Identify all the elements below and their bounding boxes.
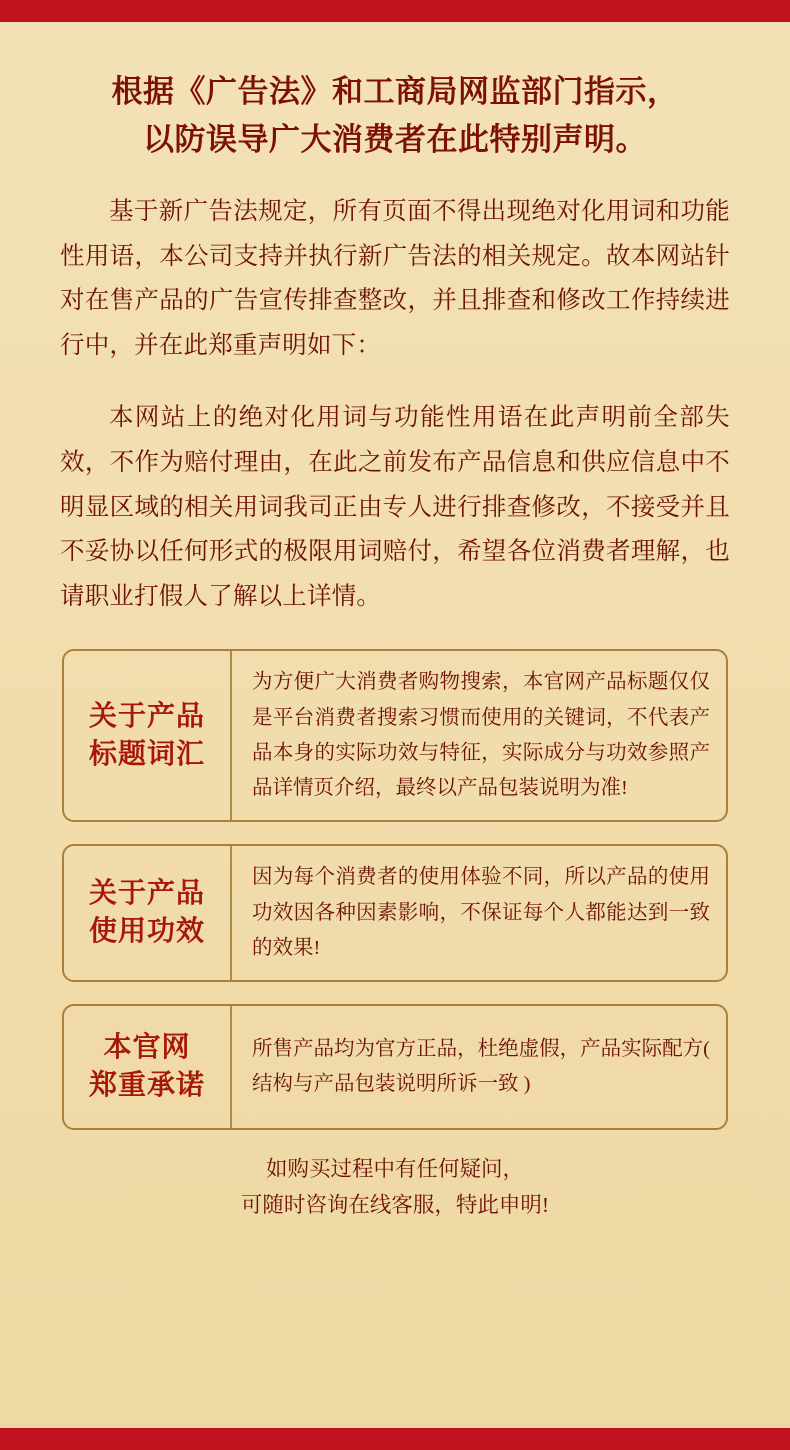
footer-note-line-1: 如购买过程中有任何疑问， bbox=[265, 1157, 524, 1182]
card-body-text: 所售产品均为官方正品，杜绝虚假，产品实际配方( 结构与产品包装说明所诉一致 ) bbox=[252, 1037, 710, 1096]
footer-note-line-2: 可随时咨询在线客服，特此申明! bbox=[240, 1192, 550, 1217]
card-title bbox=[64, 1006, 232, 1128]
card-product-title-wording bbox=[62, 649, 728, 822]
card-product-efficacy bbox=[62, 844, 728, 982]
statement-paragraph-1: 基于新广告法规定，所有页面不得出现绝对化用词和功能性用语，本公司支持并执行新广告法的相关规定。故本网站针对在售产品的广告宣传排查整改，并且排查和修改工作持续进行中，并在此郑重声明如下： bbox=[60, 198, 730, 359]
footer-note bbox=[56, 1152, 734, 1223]
card-official-promise bbox=[62, 1004, 728, 1130]
card-title-line-1: 关于产品 bbox=[88, 878, 205, 910]
card-title-line-1: 本官网 bbox=[103, 1032, 191, 1064]
statement-paragraph-2: 本网站上的绝对化用词与功能性用语在此声明前全部失效，不作为赔付理由，在此之前发布产品信息和供应信息中不明显区域的相关用词我司正由专人进行排查修改，不接受并且不妥协以任何形式的极限用词赔付，希望各位消费者理解，也请职业打假人了解以上详情。 bbox=[60, 404, 730, 610]
card-title-line-2: 郑重承诺 bbox=[88, 1070, 205, 1102]
page-title bbox=[64, 68, 726, 164]
paper-panel bbox=[0, 22, 790, 1428]
card-title-line-2: 标题词汇 bbox=[88, 738, 205, 770]
card-title-line-1: 关于产品 bbox=[88, 701, 205, 732]
bottom-red-band bbox=[0, 1428, 790, 1450]
page-title-line-2: 以防误导广大消费者在此特别声明。 bbox=[143, 122, 647, 158]
card-body-text: 因为每个消费者的使用体验不同，所以产品的使用功效因各种因素影响，不保证每个人都能达到一致的效果! bbox=[252, 866, 710, 959]
cards-list bbox=[62, 649, 728, 1130]
statement-body bbox=[60, 190, 730, 619]
card-title bbox=[64, 846, 232, 980]
card-title bbox=[64, 651, 232, 820]
top-red-band bbox=[0, 0, 790, 22]
page-title-line-1: 根据《广告法》和工商局网监部门指示， bbox=[111, 74, 679, 109]
card-title-line-2: 使用功效 bbox=[88, 916, 205, 948]
card-body-text: 为方便广大消费者购物搜索，本官网产品标题仅仅是平台消费者搜索习惯而使用的关键词，不代表产品本身的实际功效与特征，实际成分与功效参照产品详情页介绍，最终以产品包装说明为准! bbox=[252, 671, 710, 800]
